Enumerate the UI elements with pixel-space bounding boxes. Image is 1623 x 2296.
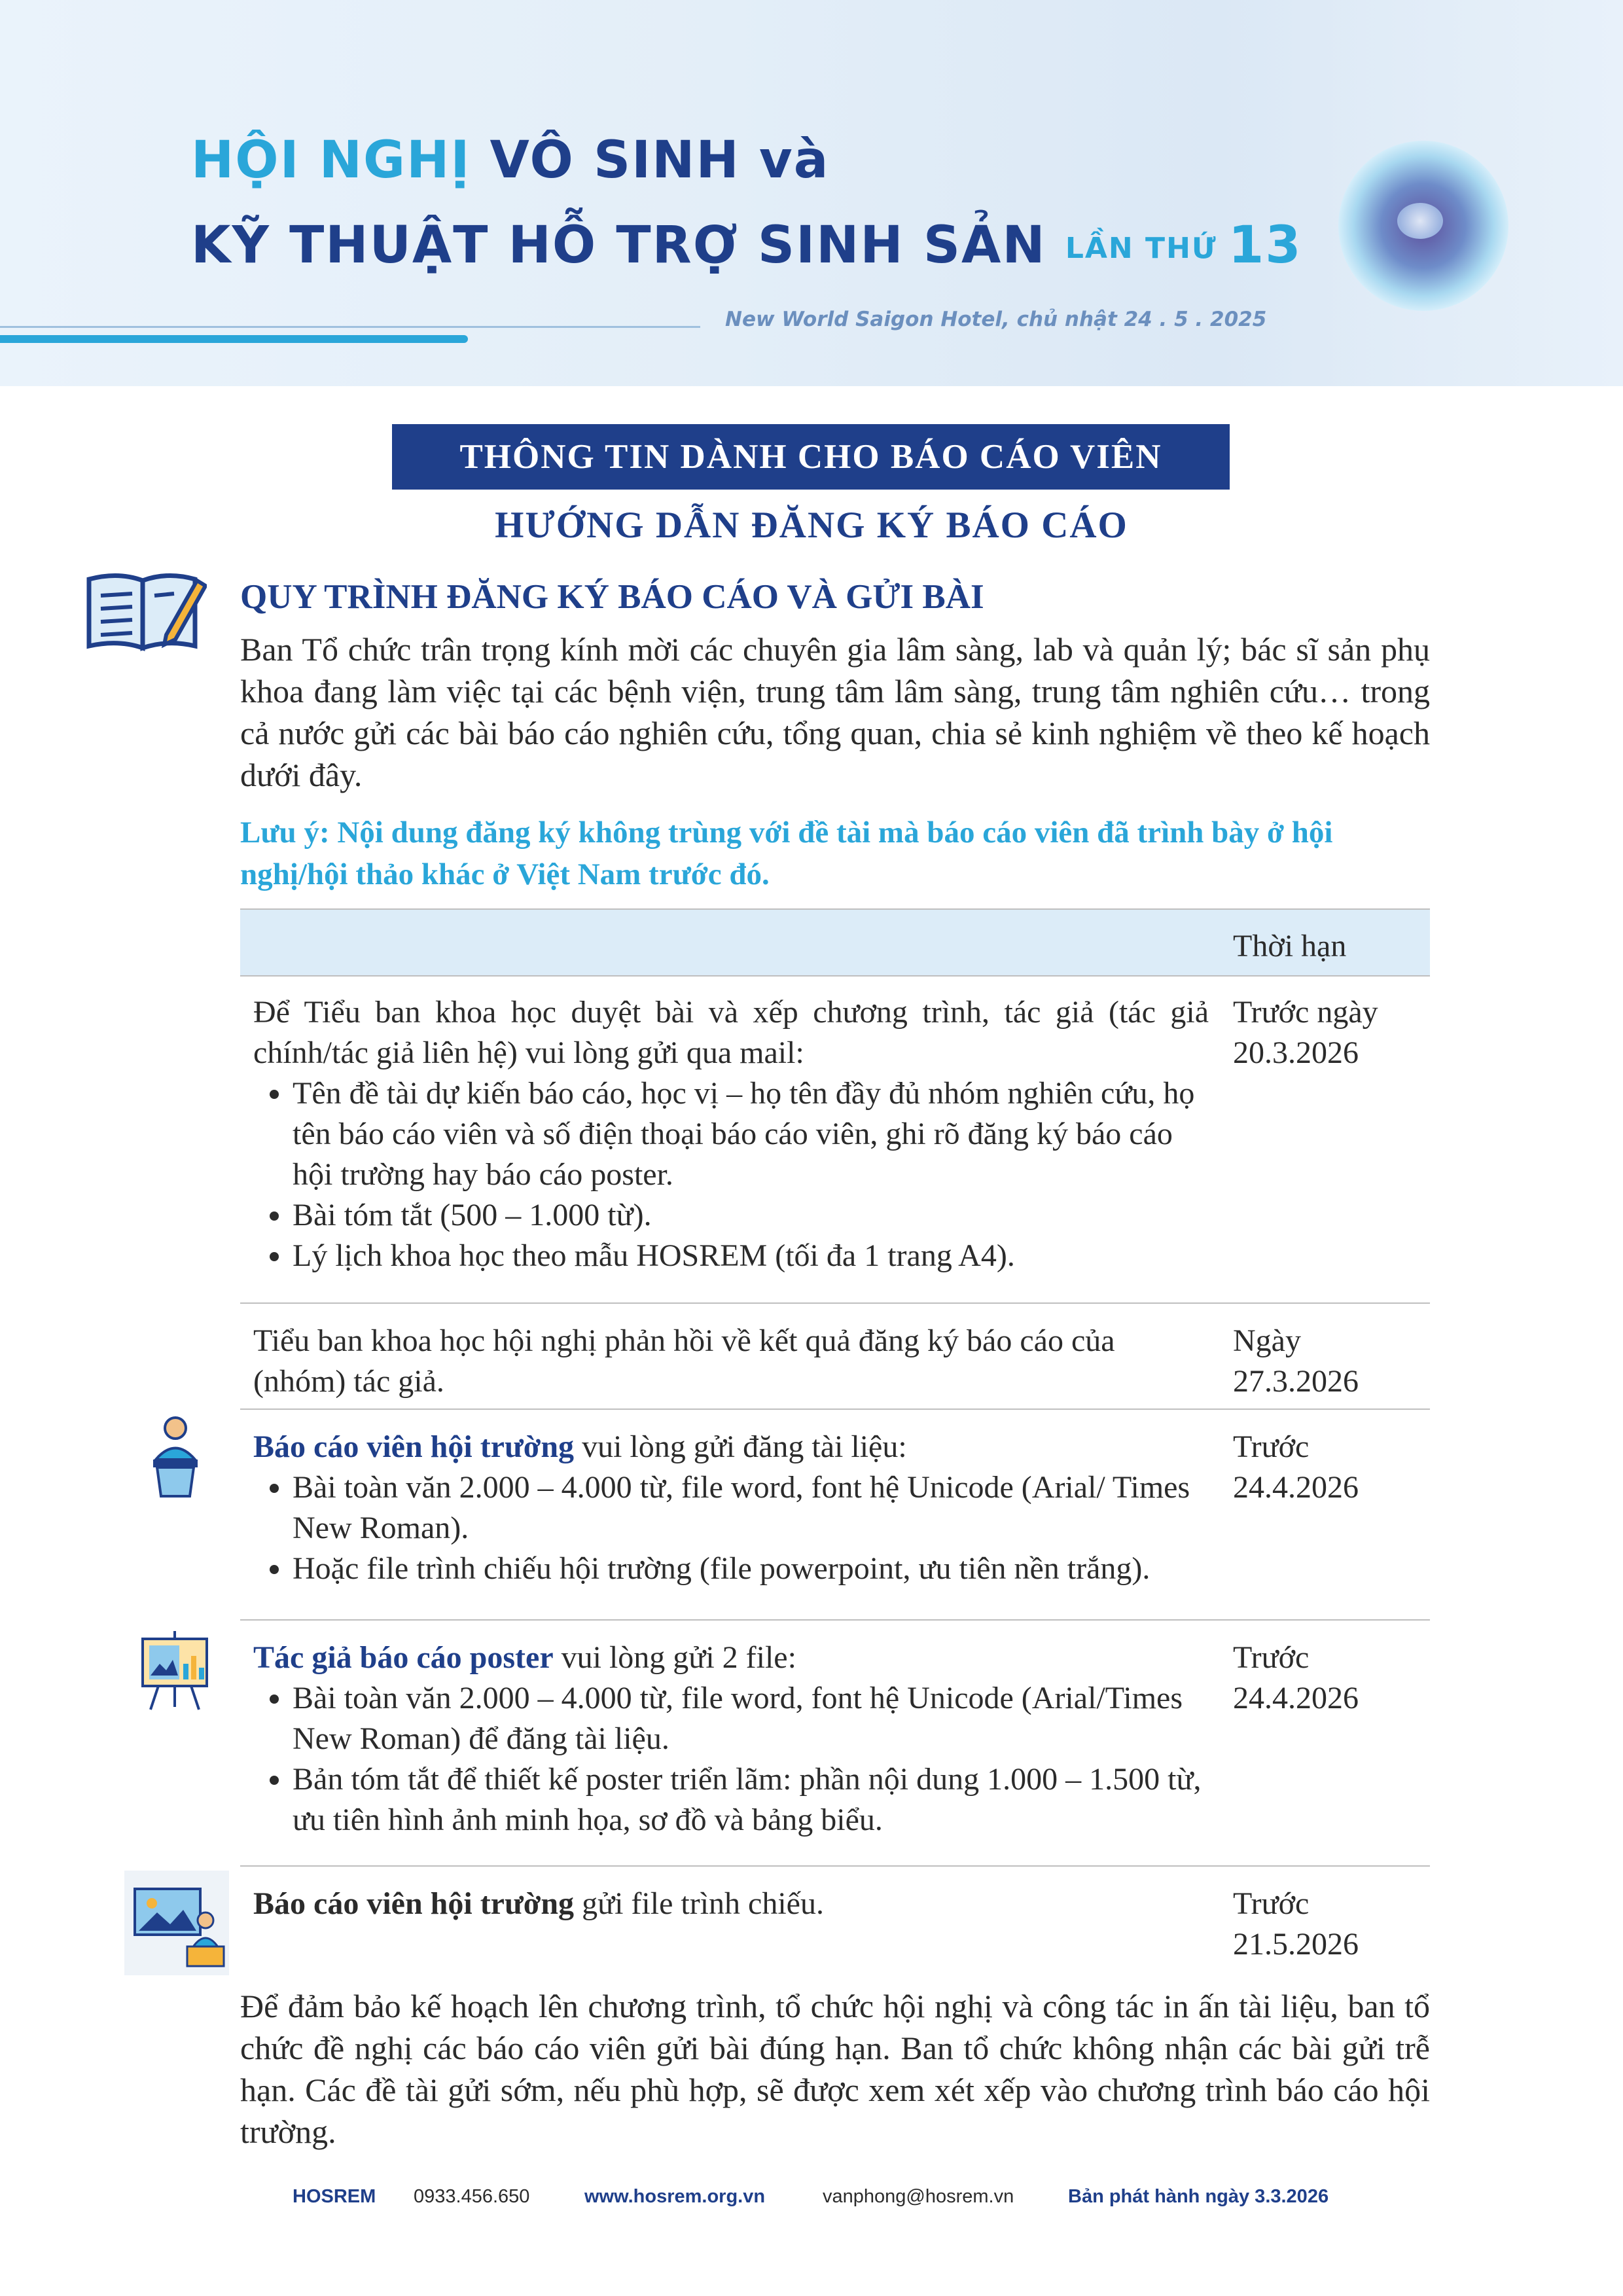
deadline-label: Trước [1233, 1886, 1310, 1921]
list-item: • Bản tóm tắt để thiết kế poster triển lãm: phần nội dung 1.000 – 1.500 từ, ưu tiên hình ảnh minh họa, sơ đồ và bảng biểu. [293, 1759, 1209, 1840]
intro-paragraph: Ban Tổ chức trân trọng kính mời các chuyên gia lâm sàng, lab và quản lý; bác sĩ sản phụ khoa đang làm việc tại các bệnh viện, trung tâm lâm sàng, trung tâm nghiên cứu… trong cả nước gửi các bài báo cáo nghiên cứu, tổng quan, chia sẻ kinh nghiệm về theo kế hoạch dưới đây. [240, 631, 1430, 793]
row-content [253, 1427, 1209, 1589]
edition-number: 13 [1228, 216, 1302, 275]
row-text-rest: gửi file trình chiếu. [574, 1886, 824, 1921]
section-banner: THÔNG TIN DÀNH CHO BÁO CÁO VIÊN [392, 424, 1230, 490]
row-text [253, 1427, 1209, 1467]
deadline-date: 27.3.2026 [1233, 1364, 1359, 1399]
list-item: • Lý lịch khoa học theo mẫu HOSREM (tối đa 1 trang A4). [293, 1236, 1209, 1276]
row-text: Tiểu ban khoa học hội nghị phản hồi về kết quả đăng ký báo cáo của (nhóm) tác giả. [253, 1323, 1115, 1399]
conference-title-line2 [191, 216, 1302, 275]
speaker-podium-icon [149, 1414, 202, 1499]
bullet-list [253, 1073, 1209, 1276]
note-text: Lưu ý: Nội dung đăng ký không trùng với đề tài mà báo cáo viên đã trình bày ở hội nghị/hội thảo khác ở Việt Nam trước đó. [240, 816, 1333, 891]
row-deadline [1233, 1884, 1359, 1965]
row-text [253, 1638, 1209, 1678]
row-lead: Báo cáo viên hội trường [253, 1429, 575, 1464]
deadline-date: 20.3.2026 [1233, 1035, 1359, 1070]
page-subtitle: HƯỚNG DẪN ĐĂNG KÝ BÁO CÁO [495, 505, 1128, 546]
list-item: • Tên đề tài dự kiến báo cáo, học vị – họ tên đầy đủ nhóm nghiên cứu, họ tên báo cáo viên và số điện thoại báo cáo viên, ghi rõ đăng ký báo cáo hội trường hay báo cáo poster. [293, 1073, 1209, 1195]
row-text: Để Tiểu ban khoa học duyệt bài và xếp chương trình, tác giả (tác giả chính/tác giả liên hệ) vui lòng gửi qua mail: [253, 995, 1209, 1070]
row-text-rest: vui lòng gửi đăng tài liệu: [574, 1429, 907, 1464]
table-row [240, 1621, 1430, 1867]
deadline-label: Ngày [1233, 1323, 1301, 1358]
deadline-date: 24.4.2026 [1233, 1470, 1359, 1505]
deadline-label: Trước [1233, 1640, 1310, 1675]
row-content [253, 992, 1209, 1276]
table-header [240, 908, 1430, 977]
title-rest: VÔ SINH và [471, 131, 830, 190]
table-row [240, 975, 1430, 1304]
section-title: QUY TRÌNH ĐĂNG KÝ BÁO CÁO VÀ GỬI BÀI [240, 578, 984, 616]
deadline-label: Trước ngày [1233, 995, 1378, 1030]
row-lead: Báo cáo viên hội trường [253, 1886, 575, 1921]
deadline-date: 21.5.2026 [1233, 1927, 1359, 1962]
closing-paragraph: Để đảm bảo kế hoạch lên chương trình, tổ chức hội nghị và công tác in ấn tài liệu, ban tổ chức đề nghị các báo cáo viên gửi bài đúng hạn. Ban tổ chức không nhận các bài gửi trễ hạn. Các đề tài gửi sớm, nếu phù hợp, sẽ được xem xét xếp vào chương trình báo cáo hội trường. [240, 1988, 1430, 2150]
title-highlight: HỘI NGHỊ [191, 131, 471, 190]
bullet-list [253, 1467, 1209, 1589]
deadline-date: 24.4.2026 [1233, 1681, 1359, 1715]
conference-title-line1 [191, 131, 829, 190]
list-item: • Bài toàn văn 2.000 – 4.000 từ, file word, font hệ Unicode (Arial/ Times New Roman). [293, 1467, 1209, 1549]
oocyte-cell-icon [1338, 141, 1508, 311]
open-book-pencil-icon [82, 566, 207, 655]
row-deadline [1233, 1427, 1359, 1508]
footer-release-date: Bản phát hành ngày 3.3.2026 [1068, 2186, 1329, 2207]
footer-email-link[interactable]: vanphong@hosrem.vn [823, 2186, 1014, 2207]
list-item: • Hoặc file trình chiếu hội trường (file powerpoint, ưu tiên nền trắng). [293, 1549, 1209, 1589]
poster-easel-icon [139, 1630, 211, 1712]
footer-org: HOSREM [293, 2186, 376, 2207]
header-banner [0, 0, 1623, 386]
footer-website-link[interactable]: www.hosrem.org.vn [584, 2186, 766, 2207]
title-line2-text: KỸ THUẬT HỖ TRỢ SINH SẢN [191, 216, 1065, 275]
table-row [240, 1410, 1430, 1621]
row-text [253, 1884, 1209, 1924]
venue-date: New World Saigon Hotel, chủ nhật 24 . 5 . 2025 [725, 308, 1267, 331]
list-item: • Bài toàn văn 2.000 – 4.000 từ, file word, font hệ Unicode (Arial/Times New Roman) để đăng tài liệu. [293, 1678, 1209, 1759]
header-accent-bar [0, 335, 468, 343]
row-content [253, 1321, 1209, 1402]
row-text-rest: vui lòng gửi 2 file: [553, 1640, 796, 1675]
edition-label: LẦN THỨ [1065, 232, 1228, 266]
table-row [240, 1304, 1430, 1410]
row-content [253, 1638, 1209, 1840]
row-deadline [1233, 992, 1378, 1073]
presentation-screen-icon [124, 1871, 229, 1975]
row-deadline [1233, 1321, 1359, 1402]
header-rule [0, 326, 700, 328]
list-item: • Bài tóm tắt (500 – 1.000 từ). [293, 1195, 1209, 1236]
table-row [240, 1867, 1430, 1971]
deadline-column-header: Thời hạn [1233, 929, 1347, 963]
bullet-list [253, 1678, 1209, 1840]
deadline-label: Trước [1233, 1429, 1310, 1464]
footer-phone[interactable]: 0933.456.650 [414, 2186, 530, 2207]
row-content [253, 1884, 1209, 1924]
row-deadline [1233, 1638, 1359, 1719]
row-lead: Tác giả báo cáo poster [253, 1640, 554, 1675]
